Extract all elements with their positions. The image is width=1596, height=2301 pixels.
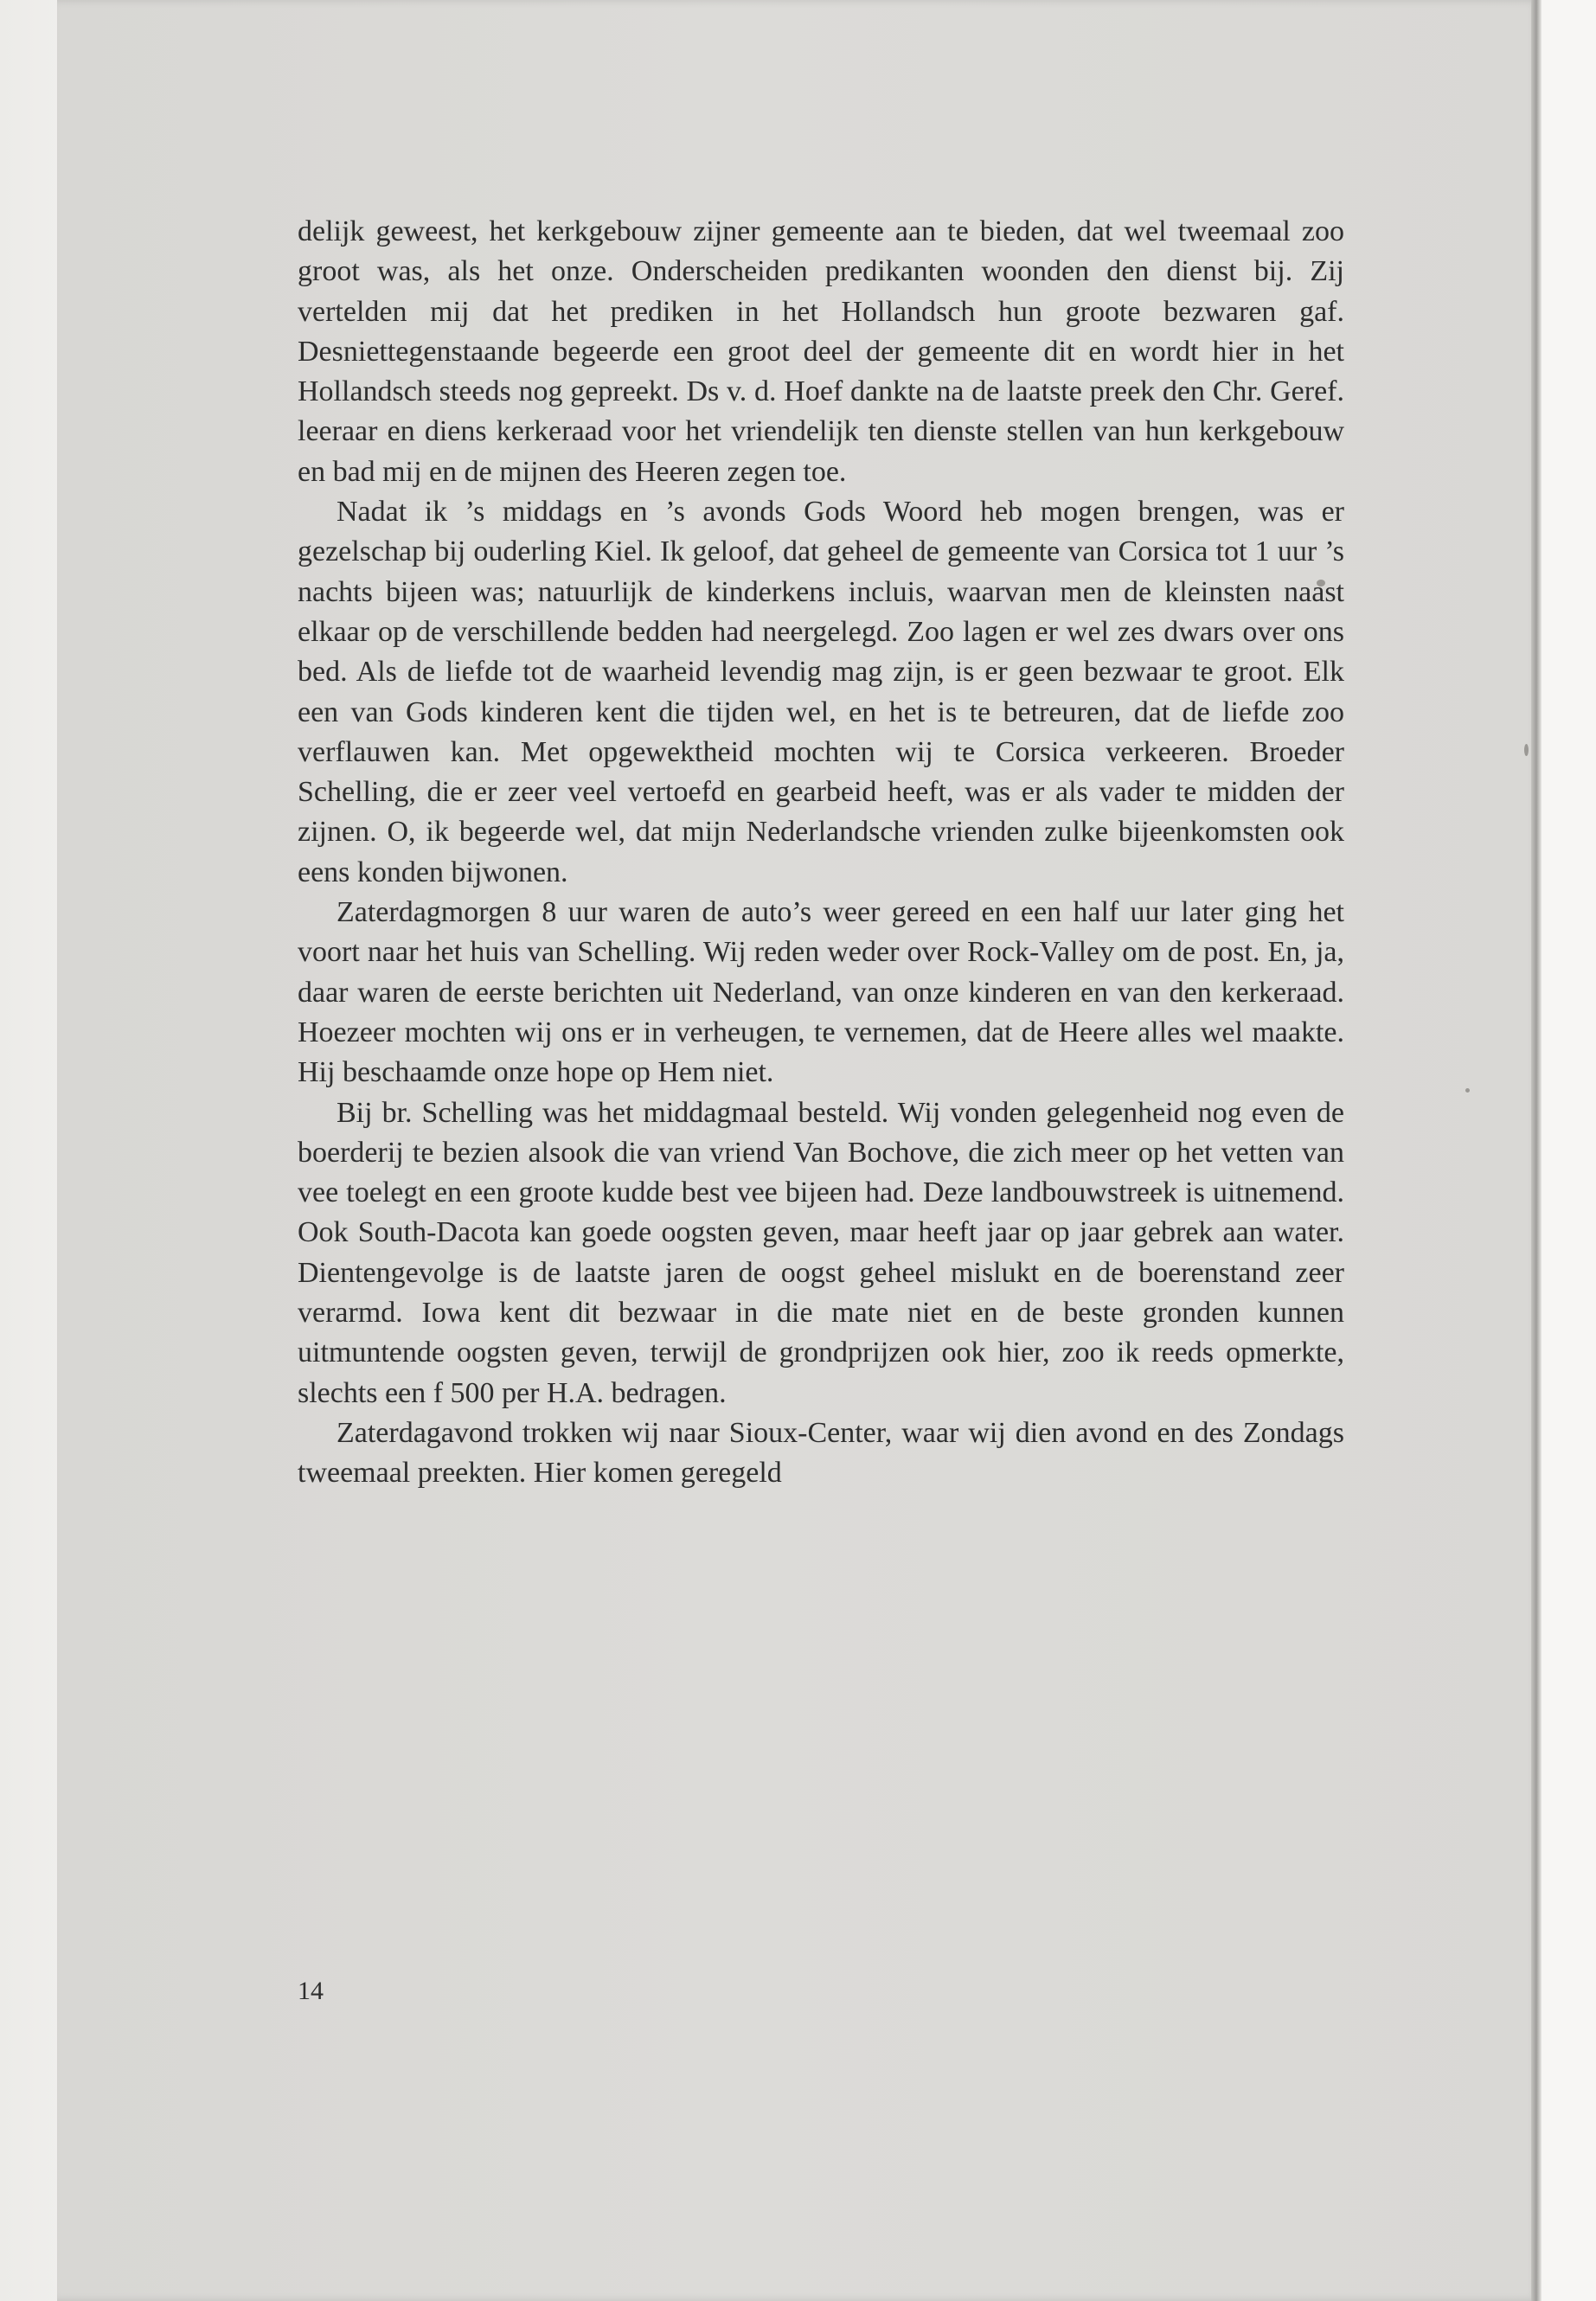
- print-speck: [1524, 744, 1529, 756]
- page-number: 14: [298, 1977, 324, 2005]
- paragraph: Bij br. Schelling was het middagmaal besteld. Wij vonden gelegenheid nog even de boerderij te bezien alsook die van vriend Van Bochove, die zich meer op het vetten van vee toelegt en een groote kudde best vee bijeen had. Deze landbouwstreek is uitnemend. Ook South-Dacota kan goede oogsten geven, maar heeft jaar op jaar gebrek aan water. Dientengevolge is de laatste jaren de oogst geheel mislukt en de boerenstand zeer verarmd. Iowa kent dit bezwaar in die mate niet en de beste gronden kunnen uitmuntende oogsten geven, terwijl de grondprijzen ook hier, zoo ik reeds opmerkte, slechts een f 500 per H.A. bedragen.: [298, 1096, 1344, 1409]
- paragraph: Zaterdagavond trokken wij naar Sioux-Center, waar wij dien avond en des Zondags tweemaal preekten. Hier komen geregeld: [298, 1416, 1344, 1490]
- paragraph: delijk geweest, het kerkgebouw zijner gemeente aan te bieden, dat wel tweemaal zoo groot was, als het onze. Onderscheiden predikanten woonden den dienst bij. Zij vertelden mij dat het prediken in het Hollandsch hun groote bezwaren gaf. Desniettegenstaande begeerde een groot deel der gemeente dit en wordt hier in het Hollandsch steeds nog gepreekt. Ds v. d. Hoef dankte na de laatste preek den Chr. Geref. leeraar en diens kerkeraad voor het vriendelijk ten dienste stellen van hun kerkgebouw en bad mij en de mijnen des Heeren zegen toe.: [298, 215, 1344, 488]
- paragraph: Nadat ik ’s middags en ’s avonds Gods Woord heb mogen brengen, was er gezelschap bij ouderling Kiel. Ik geloof, dat geheel de gemeente van Corsica tot 1 uur ’s nachts bijeen was; natuurlijk de kinderkens incluis, waarvan men de kleinsten naast elkaar op de verschillende bedden had neergelegd. Zoo lagen er wel zes dwars over ons bed. Als de liefde tot de waarheid levendig mag zijn, is er geen bezwaar te groot. Elk een van Gods kinderen kent die tijden wel, en het is te betreuren, dat de liefde zoo verflauwen kan. Met opgewektheid mochten wij te Corsica verkeeren. Broeder Schelling, die er zeer veel vertoefd en gearbeid heeft, was er als vader te midden der zijnen. O, ik begeerde wel, dat mijn Nederlandsche vrienden zulke bijeenkomsten ook eens konden bijwonen.: [298, 496, 1344, 888]
- scan-margin-left: [0, 0, 61, 2301]
- print-speck: [1465, 1088, 1470, 1093]
- paragraph: Zaterdagmorgen 8 uur waren de auto’s weer gereed en een half uur later ging het voort naar het huis van Schelling. Wij reden weder over Rock-Valley om de post. En, ja, daar waren de eerste berichten uit Nederland, van onze kinderen en van den kerkeraad. Hoezeer mochten wij ons er in verheugen, te vernemen, dat de Heere alles wel maakte. Hij beschaamde onze hope op Hem niet.: [298, 896, 1344, 1089]
- body-text: [298, 212, 1344, 1494]
- page-edge-shadow: [1531, 0, 1542, 2301]
